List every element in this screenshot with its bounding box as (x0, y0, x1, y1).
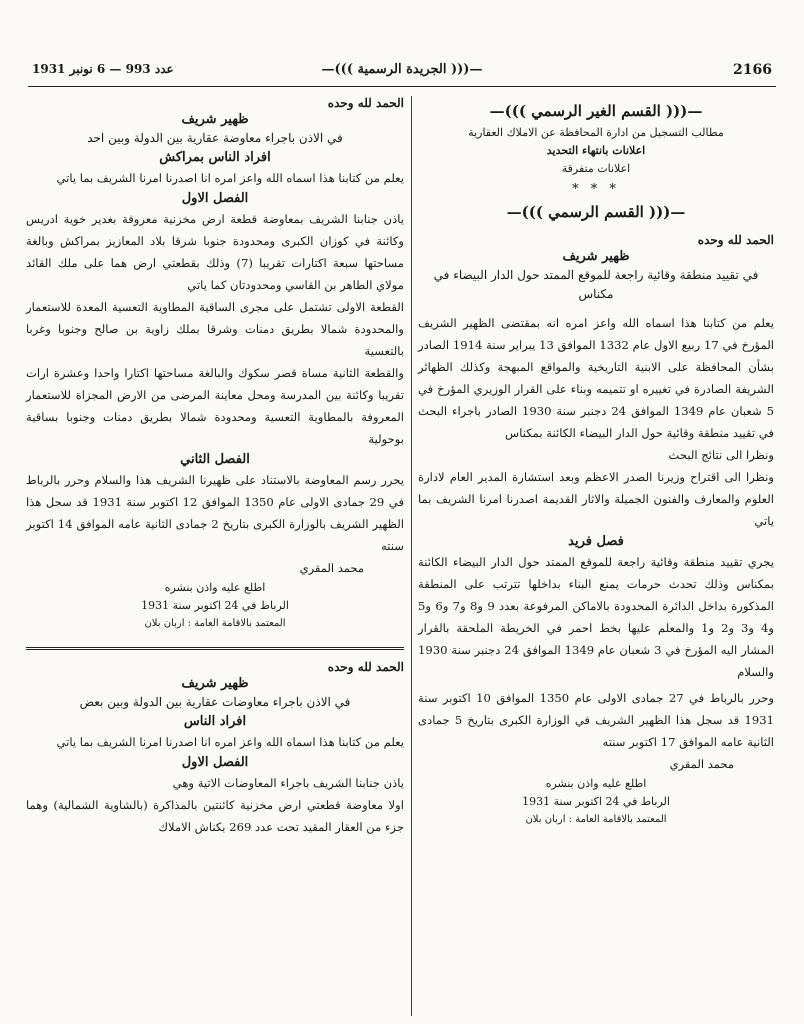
unofficial-line-2: اعلانات بانتهاء التحديد (546, 144, 646, 157)
chapter-text: يحرر رسم المعاوضة بالاستناد على ظهيرنا الشريف هذا والسلام وحرر بالرباط في 29 جمادى الاولى عام 1350 الموافق 12 اكتوبر سنة 1931 قد سجل هذا الظهير الشريف بالوزارة الكبرى بتاريخ 2 جمادى الثانية عامه الموافق 14 اكتوبر سنته (26, 473, 404, 553)
publication-approval: اطلع عليه واذن بنشره (545, 777, 647, 790)
hamdala: الحمد لله وحده (327, 96, 404, 110)
resident-general: المعتمد بالاقامة العامة : اربان بلان (144, 618, 286, 629)
dahir-intro: يعلم من كتابنا هذا اسماه الله واعز امره انا اصدرنا امرنا الشريف بما ياتي (56, 171, 404, 185)
header-rule (28, 86, 776, 87)
article-heading: فصل فريد (568, 534, 624, 549)
gazette-title: —((( الجريدة الرسمية )))— (321, 62, 483, 77)
exchange-item: اولا معاوضة قطعتي ارض مخزنية كائنتين بالمذاكرة (بالشاوية الشمالية) وهما جزء من العقار المقيد تحت عدد 269 بكناش الاملاك (26, 798, 404, 834)
dahir-title: ظهير شريف (181, 676, 249, 691)
chapter-heading: الفصل الاول (181, 191, 249, 206)
rabat-date: الرباط في 24 اكتوبر سنة 1931 (522, 795, 670, 808)
dahir-persons: افراد الناس بمراكش (159, 150, 271, 165)
dahir-subject: في الاذن باجراء معاوضات عقارية بين الدولة وبين بعض (79, 695, 351, 709)
stars-divider: * * * (572, 182, 620, 197)
dahir-subject: في تقييد منطقة وقائية راجعة للموقع الممتد حول الدار البيضاء في مكناس (433, 268, 759, 301)
page-number: 2166 (733, 62, 772, 78)
dahir-intro: يعلم من كتابنا هذا اسماه الله واعز امره انه بمقتضى الظهير الشريف المؤرخ في 17 ربيع الاول عام 1332 الموافق 13 يبراير سنة 1914 الصادر بشأن المحافظة على الابنية التاريخية والمواقع المبهجة وكذلك الظهائر الشريفة الصادرة في تغييره او تتميمه وبناء على القرار الوزيري المؤرخ في 5 شعبان عام 1349 الموافق 24 دجنبر سنة 1930 الصادر باجراء البحث في تقييد منطقة وقائية حول الدار البيضاء الكائنة بمكناس (418, 316, 775, 440)
unofficial-line-1: مطالب التسجيل من ادارة المحافظة عن الاملاك العقارية (468, 126, 724, 139)
resident-general: المعتمد بالاقامة العامة : اربان بلان (525, 814, 667, 825)
publication-approval: اطلع عليه واذن بنشره (164, 581, 266, 594)
plot-description: والقطعة الثانية مساة قصر سكوك والبالغة مساحتها اكتارا واحدا وعشرة ارات تقريبا وكائنة بين المدرسة ومحل معاينة المرضى من الارض المجزاة للاستعمار المعروفة بالمطاوية التعسية ومحدودة شمالا بطريق دمنات وجنوبا بساقية بوحولية (26, 366, 404, 446)
issue-date: عدد 993 — 6 نونبر 1931 (32, 62, 174, 76)
signer-name: محمد المقري (299, 561, 364, 575)
chapter-text: ياذن جنابنا الشريف بمعاوضة قطعة ارض مخزنية معروفة بغدير خوية ادريس وكائنة في كوزان الكبرى ومحدودة جنوبا شرقا بلاد المعازيز بمراكش وبالغة مساحتها سبعة اكتارات تقريبا (7) وذلك بقطعتي ارض هما على ملك القائد مولاي الطاهر بن القاسي ومحدودتان كما ياتي (26, 212, 404, 292)
dated-paragraph: وحرر بالرباط في 27 جمادى الاولى عام 1350 الموافق 10 اكتوبر سنة 1931 قد سجل هذا الظهير الشريف في الوزارة الكبرى بتاريخ 5 جمادى الثانية عامه الموافق 17 اكتوبر سنته (418, 691, 775, 749)
official-section-title: —((( القسم الرسمي )))— (506, 203, 686, 221)
dahir-persons: افراد الناس (183, 714, 247, 729)
plot-description: القطعة الاولى تشتمل على مجرى الساقية المطاوية التعسية المعدة للاستعمار والمحدودة شمالا بطريق دمنات وشرقا بملك زاوية بن صالح وجنوبا وغربا بالتعسية (26, 300, 404, 358)
hamdala: الحمد لله وحده (327, 660, 404, 674)
dahir-paragraph: ونظرا الى نتائج البحث (668, 448, 774, 462)
unofficial-line-3: اعلانات متفرقة (561, 162, 631, 175)
section-separator (26, 647, 404, 650)
rabat-date: الرباط في 24 اكتوبر سنة 1931 (141, 599, 289, 612)
article-text: يجري تقييد منطقة وقائية راجعة للموقع الممتد حول الدار البيضاء الكائنة بمكناس وذلك تحدث حرمات يمنع البناء بداخلها تترتب على المنطقة المذكورة بداخل الدائرة المحدودة بالاماكن المرفوعة بعدد 9 و8 و7 و6 و5 و4 و3 و2 و1 والمعلم عليها بخط احمر في الخريطة الملحقة بالقرار المشار اليه المؤرخ في 3 شعبان عام 1349 الموافق 24 دجنبر سنة 1930 والسلام (418, 555, 775, 679)
left-column (26, 96, 404, 838)
dahir-subject: في الاذن باجراء معاوضة عقارية بين الدولة وبين احد (87, 131, 343, 145)
unofficial-section-title: —((( القسم الغير الرسمي )))— (489, 102, 703, 120)
chapter-heading: الفصل الاول (181, 755, 249, 770)
dahir-title: ظهير شريف (181, 112, 249, 127)
hamdala: الحمد لله وحده (697, 233, 774, 247)
chapter-text: ياذن جنابنا الشريف باجراء المعاوضات الاتية وهي (172, 776, 404, 790)
page-header (28, 52, 776, 92)
dahir-paragraph: ونظرا الى اقتراح وزيرنا الصدر الاعظم وبعد استشارة المدير العام لادارة العلوم والمعارف والفنون الجميلة والاثار القديمة اصدرنا امرنا الشريف بما ياتي (418, 470, 774, 528)
dahir-intro: يعلم من كتابنا هذا اسماه الله واعز امره انا اصدرنا امرنا الشريف بما ياتي (56, 735, 404, 749)
right-column (418, 96, 774, 829)
chapter-heading: الفصل الثاني (180, 452, 250, 467)
dahir-title: ظهير شريف (562, 249, 630, 264)
signer-name: محمد المقري (669, 757, 734, 771)
